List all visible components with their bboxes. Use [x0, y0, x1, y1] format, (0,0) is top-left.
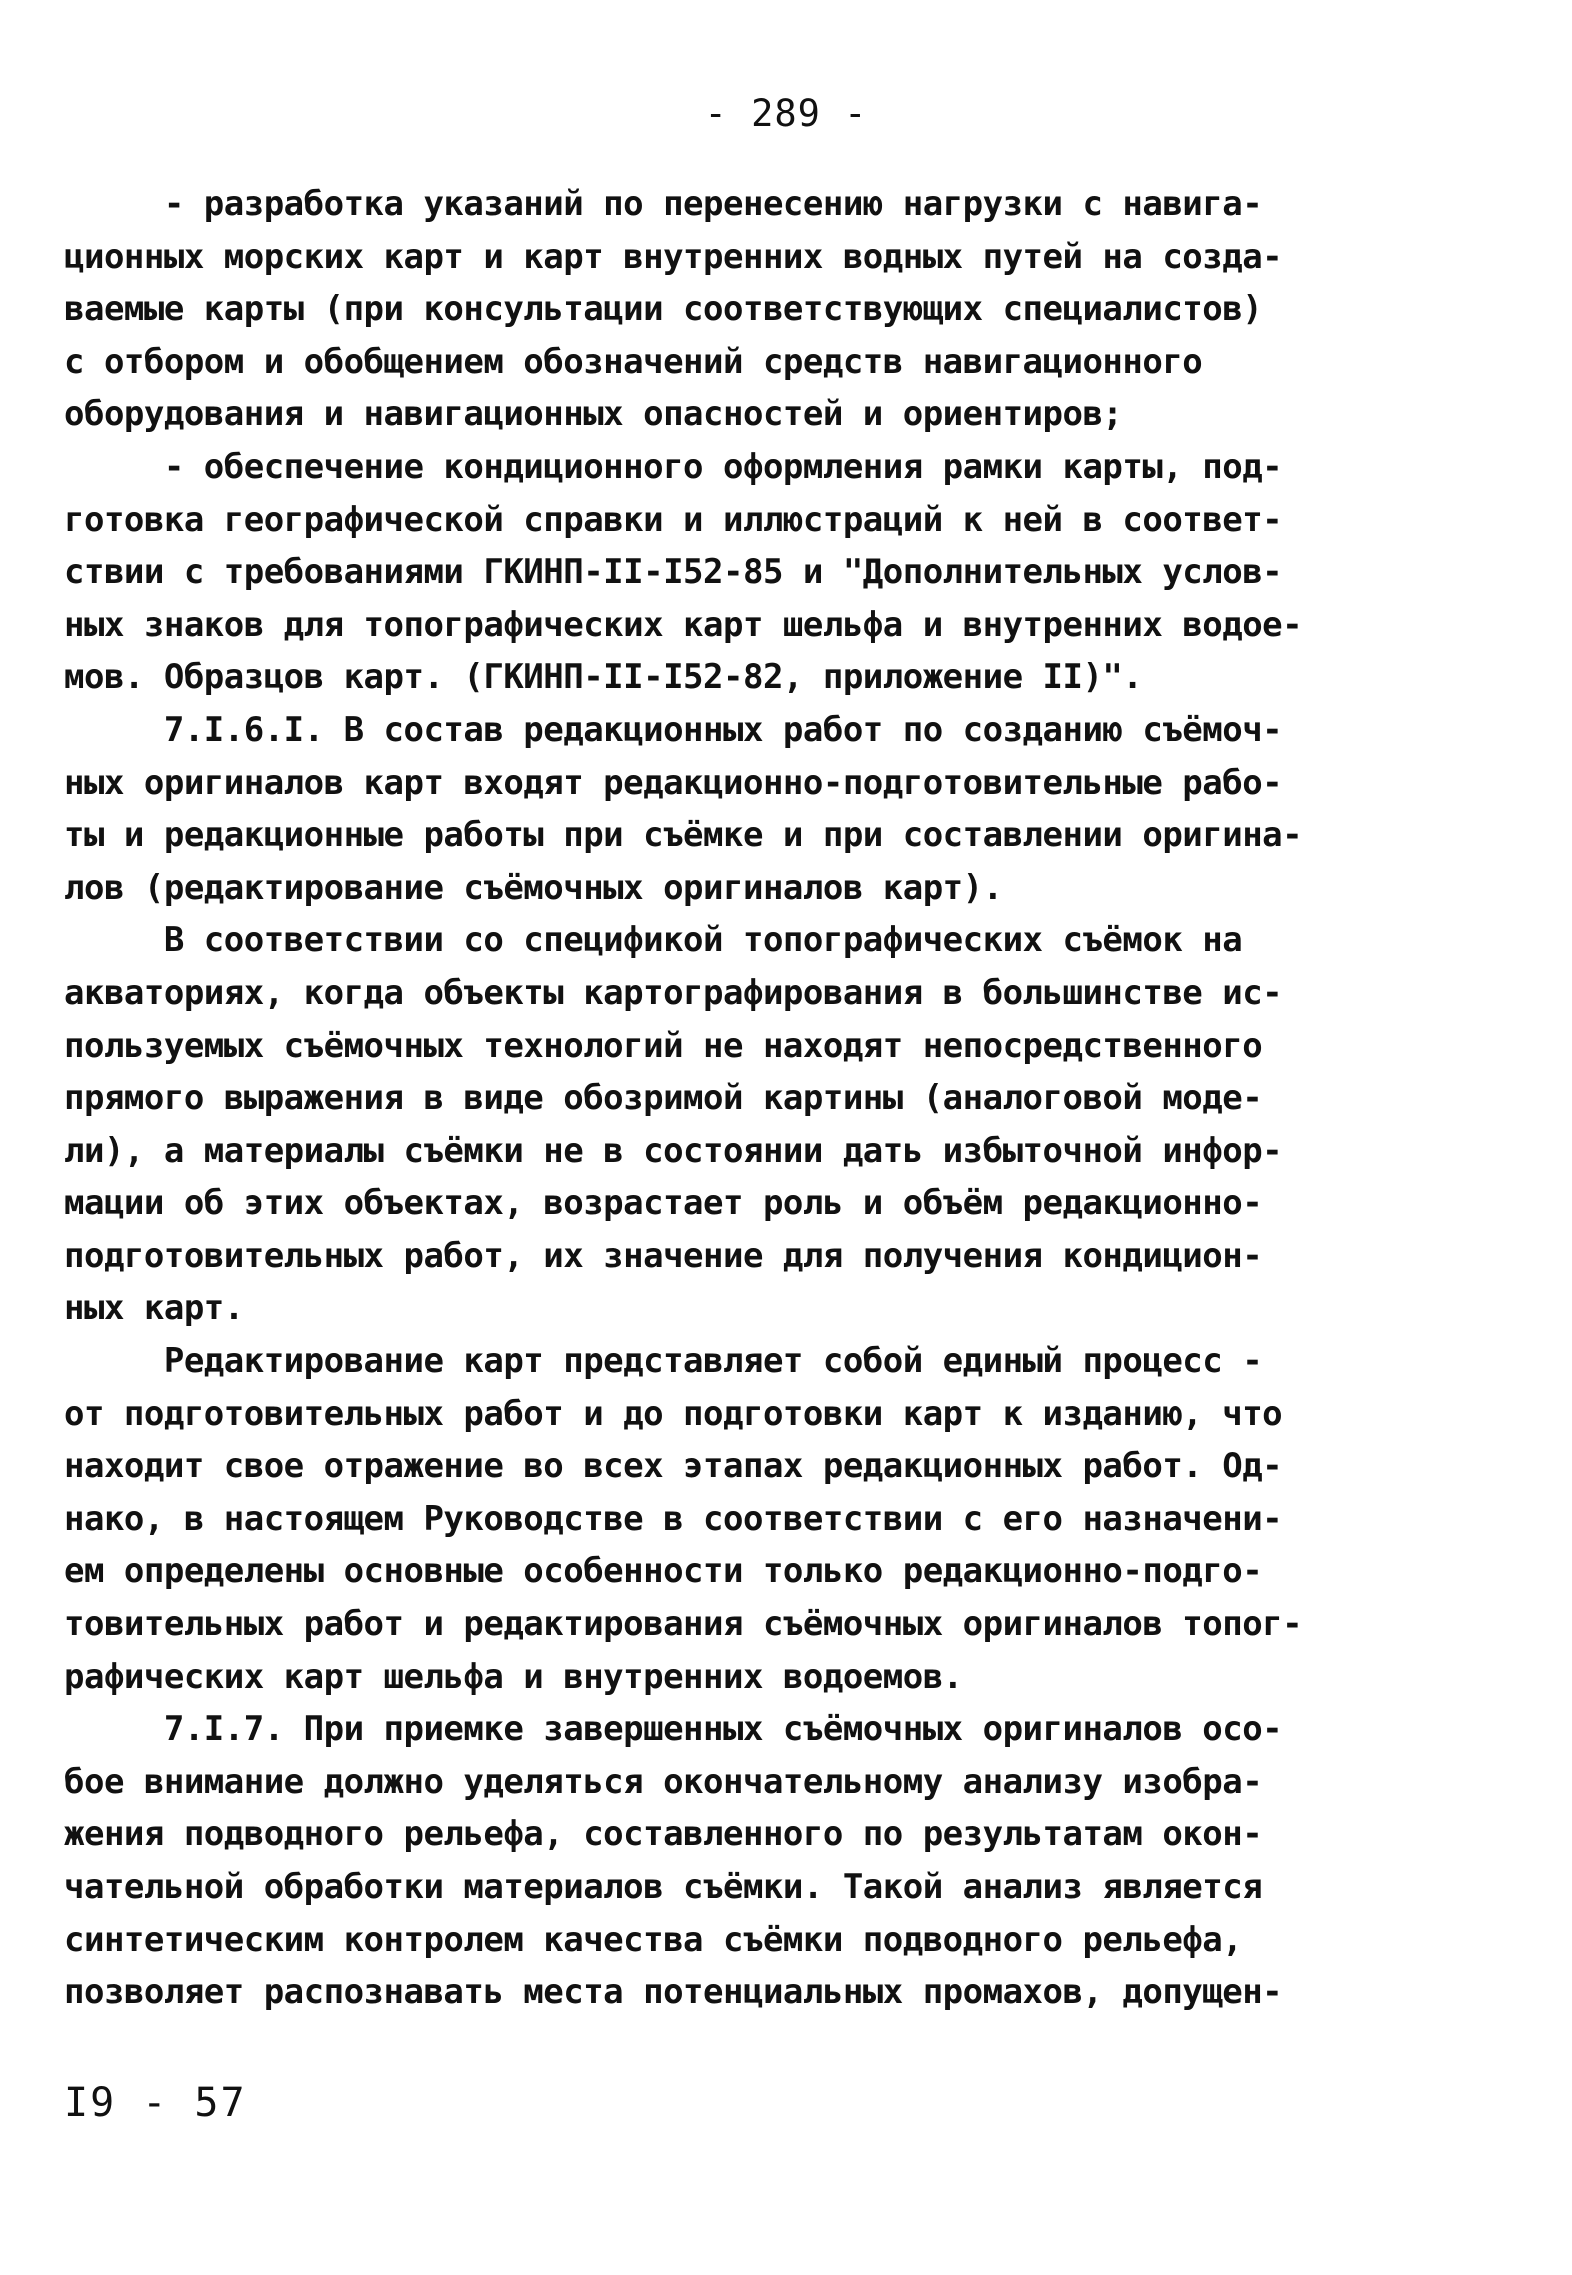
- text-line: нако, в настоящем Руководстве в соответствии с его назначени-: [64, 1498, 1283, 1539]
- text-line: мации об этих объектах, возрастает роль и объём редакционно-: [64, 1183, 1263, 1224]
- text-line: мов. Образцов карт. (ГКИНП-II-I52-82, приложение II)".: [64, 657, 1143, 698]
- text-line: товительных работ и редактирования съёмочных оригиналов топог-: [64, 1604, 1303, 1645]
- text-line: от подготовительных работ и до подготовки карт к изданию, что: [64, 1393, 1283, 1434]
- text-line: рафических карт шельфа и внутренних водоемов.: [64, 1656, 963, 1697]
- text-line: ных карт.: [64, 1288, 244, 1329]
- text-line: прямого выражения в виде обозримой картины (аналоговой моде-: [64, 1078, 1263, 1119]
- text-line: находит свое отражение во всех этапах редакционных работ. Од-: [64, 1446, 1283, 1487]
- text-line: - разработка указаний по перенесению нагрузки с навига-: [64, 184, 1263, 224]
- text-line: ных оригиналов карт входят редакционно-подготовительные рабо-: [64, 762, 1283, 803]
- text-line: готовка географической справки и иллюстраций к ней в соответ-: [64, 499, 1283, 540]
- text-line: ваемые карты (при консультации соответствующих специалистов): [64, 289, 1263, 330]
- text-line: позволяет распознавать места потенциальных промахов, допущен-: [64, 1972, 1283, 2013]
- footer-code: I9 - 57: [64, 2080, 247, 2126]
- text-line: ем определены основные особенности только редакционно-подго-: [64, 1551, 1263, 1592]
- text-line: ционных морских карт и карт внутренних водных путей на созда-: [64, 236, 1283, 277]
- text-line: Редактирование карт представляет собой единый процесс -: [64, 1341, 1263, 1382]
- text-line: жения подводного рельефа, составленного по результатам окон-: [64, 1814, 1263, 1855]
- text-line: - обеспечение кондиционного оформления рамки карты, под-: [64, 446, 1283, 487]
- text-line: ли), а материалы съёмки не в состоянии дать избыточной инфор-: [64, 1130, 1283, 1171]
- text-line: подготовительных работ, их значение для получения кондицион-: [64, 1235, 1263, 1276]
- page-number: - 289 -: [704, 92, 868, 135]
- text-line: синтетическим контролем качества съёмки подводного рельефа,: [64, 1919, 1243, 1960]
- text-line: В соответствии со спецификой топографических съёмок на: [64, 920, 1243, 961]
- text-line: чательной обработки материалов съёмки. Такой анализ является: [64, 1867, 1263, 1907]
- text-line: бое внимание должно уделяться окончательному анализу изобра-: [64, 1761, 1263, 1802]
- text-line: 7.I.7. При приемке завершенных съёмочных оригиналов осо-: [64, 1709, 1283, 1750]
- text-line: 7.I.6.I. В состав редакционных работ по созданию съёмоч-: [64, 709, 1283, 750]
- text-line: оборудования и навигационных опасностей и ориентиров;: [64, 394, 1123, 435]
- text-line: акваториях, когда объекты картографирования в большинстве ис-: [64, 972, 1283, 1013]
- text-line: лов (редактирование съёмочных оригиналов карт).: [64, 867, 1003, 908]
- text-line: ствии с требованиями ГКИНП-II-I52-85 и "Дополнительных услов-: [64, 552, 1283, 593]
- text-line: с отбором и обобщением обозначений средств навигационного: [64, 341, 1203, 382]
- text-line: ных знаков для топографических карт шельфа и внутренних водое-: [64, 604, 1303, 645]
- text-line: ты и редакционные работы при съёмке и при составлении оригина-: [64, 815, 1303, 856]
- text-line: пользуемых съёмочных технологий не находят непосредственного: [64, 1025, 1263, 1066]
- document-body: [64, 178, 1384, 2019]
